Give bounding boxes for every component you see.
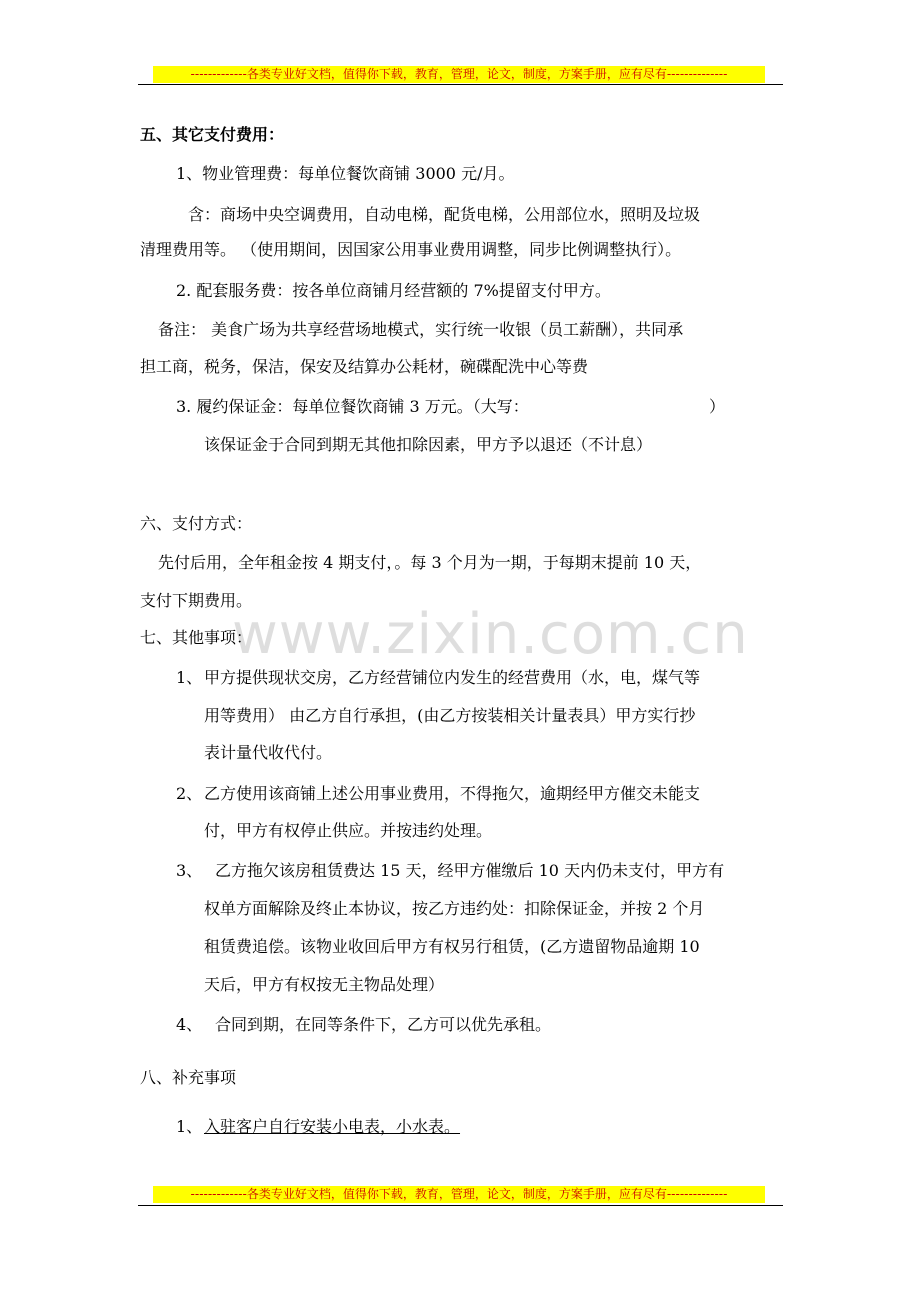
section5-item1-note-line1: 含：商场中央空调费用，自动电梯，配货电梯，公用部位水，照明及垃圾	[188, 205, 701, 224]
section7-item1-line1: 甲方提供现状交房，乙方经营铺位内发生的经营费用（水，电，煤气等	[204, 668, 701, 687]
section7-item2-line1: 乙方使用该商铺上述公用事业费用，不得拖欠，逾期经甲方催交未能支	[204, 784, 701, 803]
section6-title: 六、支付方式：	[140, 514, 253, 533]
footer-rule	[138, 1205, 783, 1206]
section7-item3-line4: 天后，甲方有权按无主物品处理）	[204, 975, 445, 994]
section5-item2: 2. 配套服务费：按各单位商铺月经营额的 7%提留支付甲方。	[176, 281, 611, 300]
footer-banner: -------------各类专业好文档，值得你下载，教育，管理，论文，制度，方案手册，应有尽有--------------	[153, 1186, 765, 1203]
section7-item4-number: 4、	[176, 1015, 203, 1034]
section5-item3-close: ）	[709, 397, 726, 416]
section8-item1-number: 1、	[176, 1117, 203, 1136]
section7-item2-line2: 付，甲方有权停止供应。并按违约处理。	[204, 821, 493, 840]
header-rule	[138, 84, 783, 85]
section7-item3-line2: 权单方面解除及终止本协议，按乙方违约处：扣除保证金，并按 2 个月	[204, 899, 705, 918]
section5-item1-note-line2: 清理费用等。 （使用期间，因国家公用事业费用调整，同步比例调整执行）。	[140, 240, 682, 259]
watermark: www.zixin.com.cn	[232, 602, 749, 667]
section7-item1-line2: 用等费用） 由乙方自行承担，(由乙方按装相关计量表具）甲方实行抄	[204, 706, 696, 725]
section5-item3: 3. 履约保证金：每单位餐饮商铺 3 万元。（大写：	[176, 397, 529, 416]
section5-remark-line1: 备注： 美食广场为共享经营场地模式，实行统一收银（员工薪酬），共同承	[158, 320, 684, 339]
section8-item1-text: 入驻客户自行安装小电表，小水表。	[204, 1117, 461, 1136]
section7-item3-line1: 乙方拖欠该房租赁费达 15 天，经甲方催缴后 10 天内仍未支付，甲方有	[215, 861, 725, 880]
section5-item3-note: 该保证金于合同到期无其他扣除因素，甲方予以退还（不计息）	[204, 435, 653, 454]
section7-item4-line1: 合同到期，在同等条件下，乙方可以优先承租。	[215, 1015, 552, 1034]
section5-item1: 1、物业管理费：每单位餐饮商铺 3000 元/月。	[176, 164, 515, 183]
section7-title: 七、其他事项：	[140, 628, 253, 647]
header-banner: -------------各类专业好文档，值得你下载，教育，管理，论文，制度，方案手册，应有尽有--------------	[153, 66, 765, 83]
section7-item1-number: 1、	[176, 668, 203, 687]
section8-title: 八、补充事项	[140, 1068, 237, 1087]
section5-title: 五、其它支付费用：	[140, 125, 285, 144]
section5-remark-line2: 担工商，税务，保洁，保安及结算办公耗材，碗碟配洗中心等费	[140, 357, 589, 376]
section7-item1-line3: 表计量代收代付。	[204, 743, 333, 762]
section7-item2-number: 2、	[176, 784, 203, 803]
section7-item3-line3: 租赁费追偿。该物业收回后甲方有权另行租赁，(乙方遗留物品逾期 10	[204, 937, 700, 956]
section6-body-line2: 支付下期费用。	[140, 591, 253, 610]
section6-body-line1: 先付后用，全年租金按 4 期支付，。每 3 个月为一期，于每期末提前 10 天，	[158, 553, 702, 572]
section7-item3-number: 3、	[176, 861, 203, 880]
